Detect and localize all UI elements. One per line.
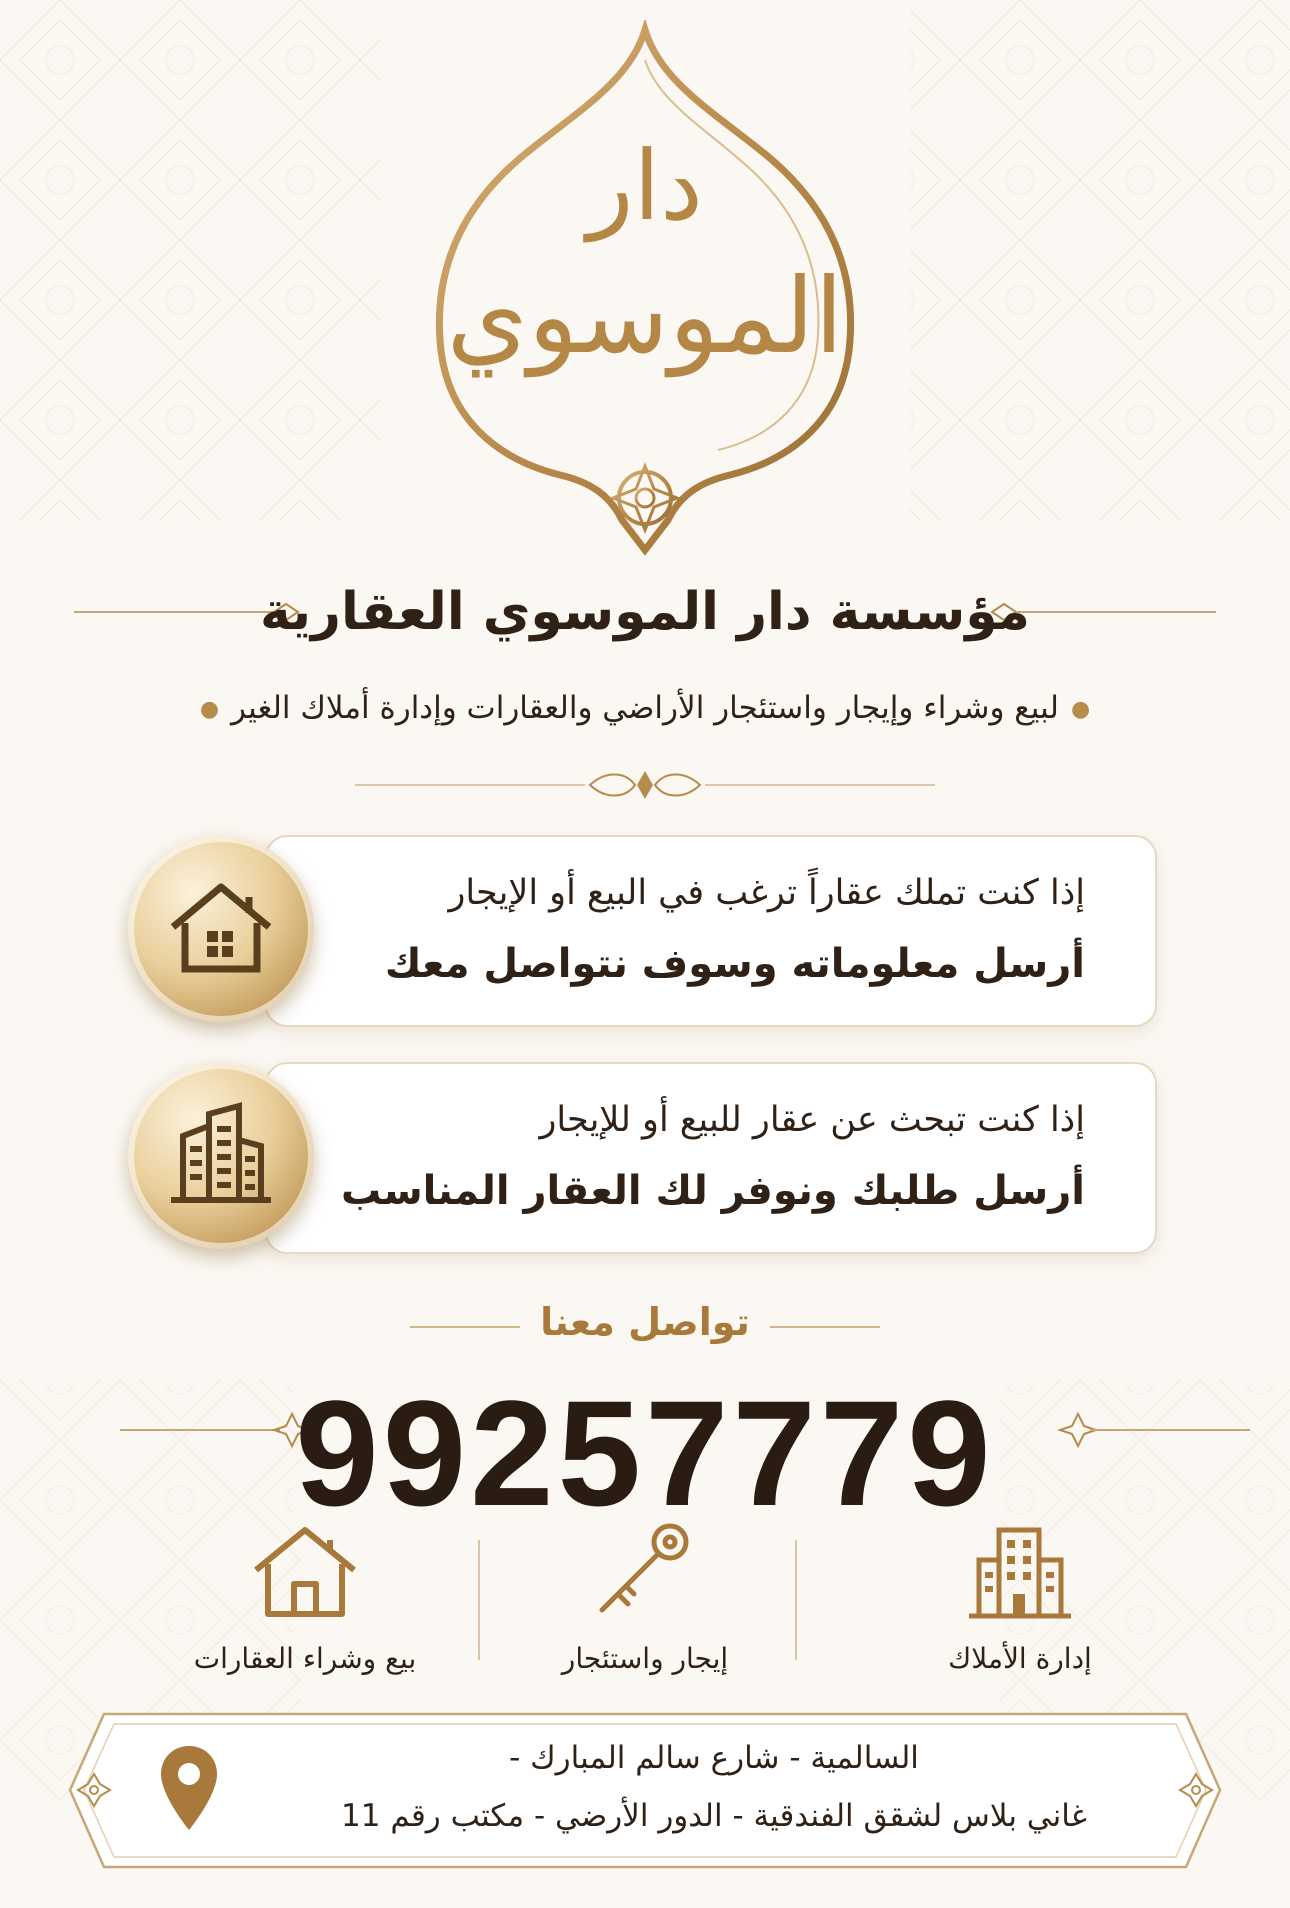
- company-title-row: [0, 572, 1290, 652]
- address-line-1: السالمية - شارع سالم المبارك -: [509, 1740, 919, 1776]
- contact-label: تواصل معنا: [540, 1300, 750, 1344]
- bullet-dot: ●: [199, 697, 220, 722]
- logo: [400, 20, 890, 560]
- tagline: [0, 690, 1290, 726]
- location-pin-icon: [159, 1744, 219, 1832]
- separator: [478, 1540, 480, 1660]
- bullet-dot: ●: [1070, 697, 1091, 722]
- logo-text-mousawi: الموسوي: [446, 255, 844, 377]
- separator: [795, 1540, 797, 1660]
- flourish-divider: [355, 765, 935, 805]
- address-frame: [64, 1708, 1226, 1873]
- house-outline-icon: [250, 1520, 360, 1620]
- service-label: إيجار واستئجار: [561, 1642, 729, 1675]
- card-line-2: أرسل طلبك ونوفر لك العقار المناسب: [340, 1168, 1085, 1214]
- logo-text-dar: دار: [587, 130, 703, 242]
- tagline-text: لبيع وشراء وإيجار واستئجار الأراضي والعقارات وإدارة أملاك الغير: [231, 690, 1059, 726]
- house-icon: [128, 836, 314, 1022]
- phone-number[interactable]: 99257779: [295, 1369, 995, 1537]
- service-rental: [495, 1520, 795, 1675]
- info-card-seeker: [265, 1062, 1157, 1254]
- card-line-1: إذا كنت تملك عقاراً ترغب في البيع أو الإيجار: [448, 873, 1085, 913]
- address-box: [64, 1708, 1226, 1873]
- service-label: بيع وشراء العقارات: [193, 1642, 417, 1675]
- company-name: مؤسسة دار الموسوي العقارية: [260, 582, 1030, 642]
- service-label: إدارة الأملاك: [948, 1642, 1092, 1675]
- info-card-owner: [265, 835, 1157, 1027]
- card-line-2: أرسل معلوماته وسوف نتواصل معك: [384, 941, 1085, 987]
- buildings-icon: [128, 1063, 314, 1249]
- service-property-management: [870, 1520, 1170, 1675]
- address-line-2: غاني بلاس لشقق الفندقية - الدور الأرضي - مكتب رقم 11: [341, 1798, 1087, 1834]
- building-icon: [965, 1520, 1075, 1620]
- key-icon: [590, 1520, 700, 1620]
- card-line-1: إذا كنت تبحث عن عقار للبيع أو للإيجار: [539, 1100, 1085, 1140]
- service-sale-purchase: [155, 1520, 455, 1675]
